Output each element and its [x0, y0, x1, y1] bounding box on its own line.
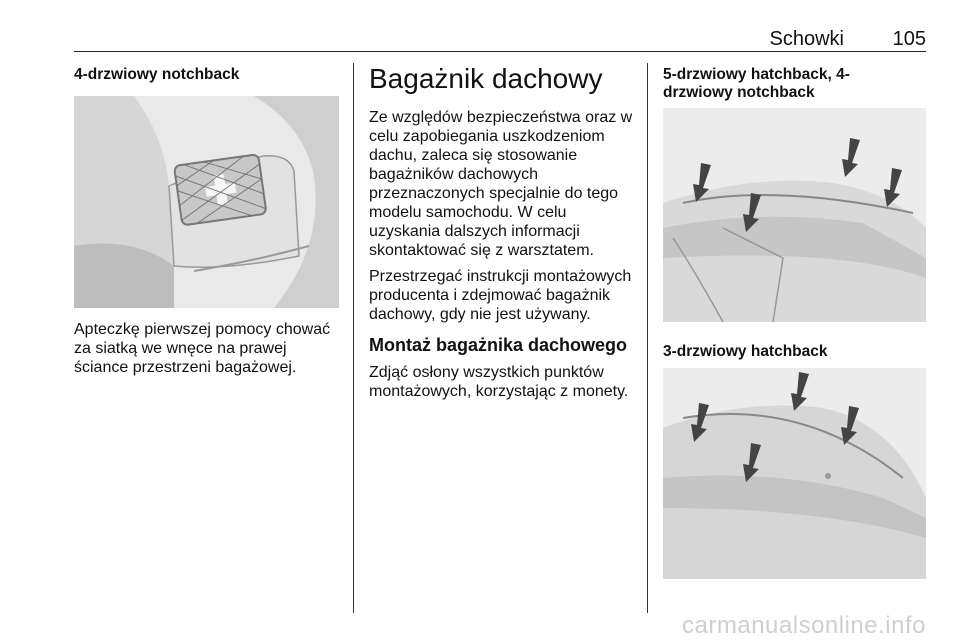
- roof-3door-illustration: [663, 368, 926, 579]
- roof-rack-paragraph-1: Ze względów bezpieczeństwa oraz w celu zapobiegania uszkodzeniom dachu, zaleca się stosowanie bagażników dachowych przeznaczonych specjalnie do tego modelu samochodu. W celu uzyskania dalszych informacji skontaktować się z warsztatem.: [369, 109, 633, 259]
- column-3-second: [663, 343, 926, 361]
- section-title: Schowki: [769, 28, 844, 50]
- header-rule: [74, 51, 926, 52]
- roof-5door-illustration: [663, 108, 926, 322]
- column-1: [74, 63, 339, 84]
- hatchback-5d-heading: 5-drzwiowy hatchback, 4-drzwiowy notchback: [663, 66, 850, 101]
- page-header: [74, 28, 926, 52]
- column-2: [369, 63, 633, 401]
- mounting-subheading: Montaż bagażnika dachowego: [369, 335, 628, 355]
- roof-rack-title: Bagażnik dachowy: [369, 63, 603, 94]
- watermark-text: carmanualsonline.info: [682, 612, 926, 639]
- column-divider-1: [353, 63, 354, 613]
- hatchback-3d-heading: 3-drzwiowy hatchback: [663, 343, 828, 360]
- first-aid-kit-illustration: [74, 96, 339, 308]
- roof-rack-paragraph-2: Przestrzegać instrukcji montażowych producenta i zdejmować bagażnik dachowy, gdy nie jest używany.: [369, 268, 632, 323]
- page-number: 105: [892, 28, 926, 50]
- first-aid-caption: Apteczkę pierwszej pomocy chować za siatką we wnęce na prawej ściance przestrzeni bagażowej.: [74, 321, 331, 376]
- notchback-heading: 4-drzwiowy notchback: [74, 66, 240, 83]
- column-3: [663, 63, 926, 102]
- caption-block: [74, 320, 339, 377]
- mounting-paragraph: Zdjąć osłony wszystkich punktów montażowych, korzystając z monety.: [369, 364, 629, 400]
- column-divider-2: [647, 63, 648, 613]
